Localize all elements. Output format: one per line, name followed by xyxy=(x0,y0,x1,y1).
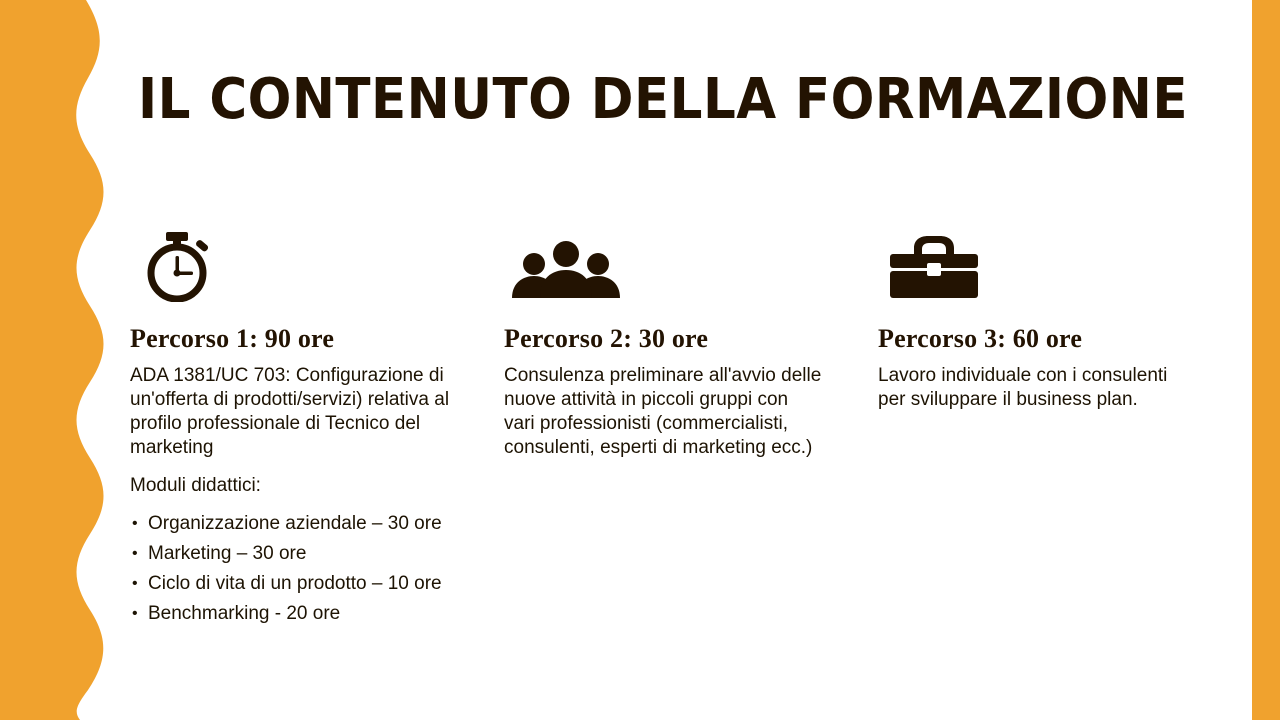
list-item: • Benchmarking - 20 ore xyxy=(130,602,458,626)
column-percorso-3 xyxy=(878,230,1208,426)
group-people-icon xyxy=(504,230,834,302)
list-item: • Organizzazione aziendale – 30 ore xyxy=(130,512,458,536)
list-item: • Marketing – 30 ore xyxy=(130,542,458,566)
column-2-heading: Percorso 2: 30 ore xyxy=(504,324,709,353)
page-title: IL CONTENUTO DELLA FORMAZIONE xyxy=(138,67,1189,132)
content-columns xyxy=(0,230,1280,700)
column-3-paragraph-1: Lavoro individuale con i consulenti per sviluppare il business plan. xyxy=(878,365,1168,410)
column-percorso-1 xyxy=(130,230,460,632)
column-1-bullet-list xyxy=(130,512,460,626)
column-3-heading: Percorso 3: 60 ore xyxy=(878,324,1083,353)
column-1-paragraph-2: Moduli didattici: xyxy=(130,475,261,496)
briefcase-icon xyxy=(878,230,1208,302)
column-1-heading: Percorso 1: 90 ore xyxy=(130,324,335,353)
column-1-paragraph-1: ADA 1381/UC 703: Configurazione di un'offerta di prodotti/servizi) relativa al profilo professionale di Tecnico del marketing xyxy=(130,365,450,458)
list-item: • Ciclo di vita di un prodotto – 10 ore xyxy=(130,572,458,596)
stopwatch-icon xyxy=(130,230,460,302)
column-percorso-2 xyxy=(504,230,834,474)
column-2-paragraph-1: Consulenza preliminare all'avvio delle nuove attività in piccoli gruppi con vari professionisti (commercialisti, consulenti, esperti di marketing ecc.) xyxy=(504,365,822,458)
